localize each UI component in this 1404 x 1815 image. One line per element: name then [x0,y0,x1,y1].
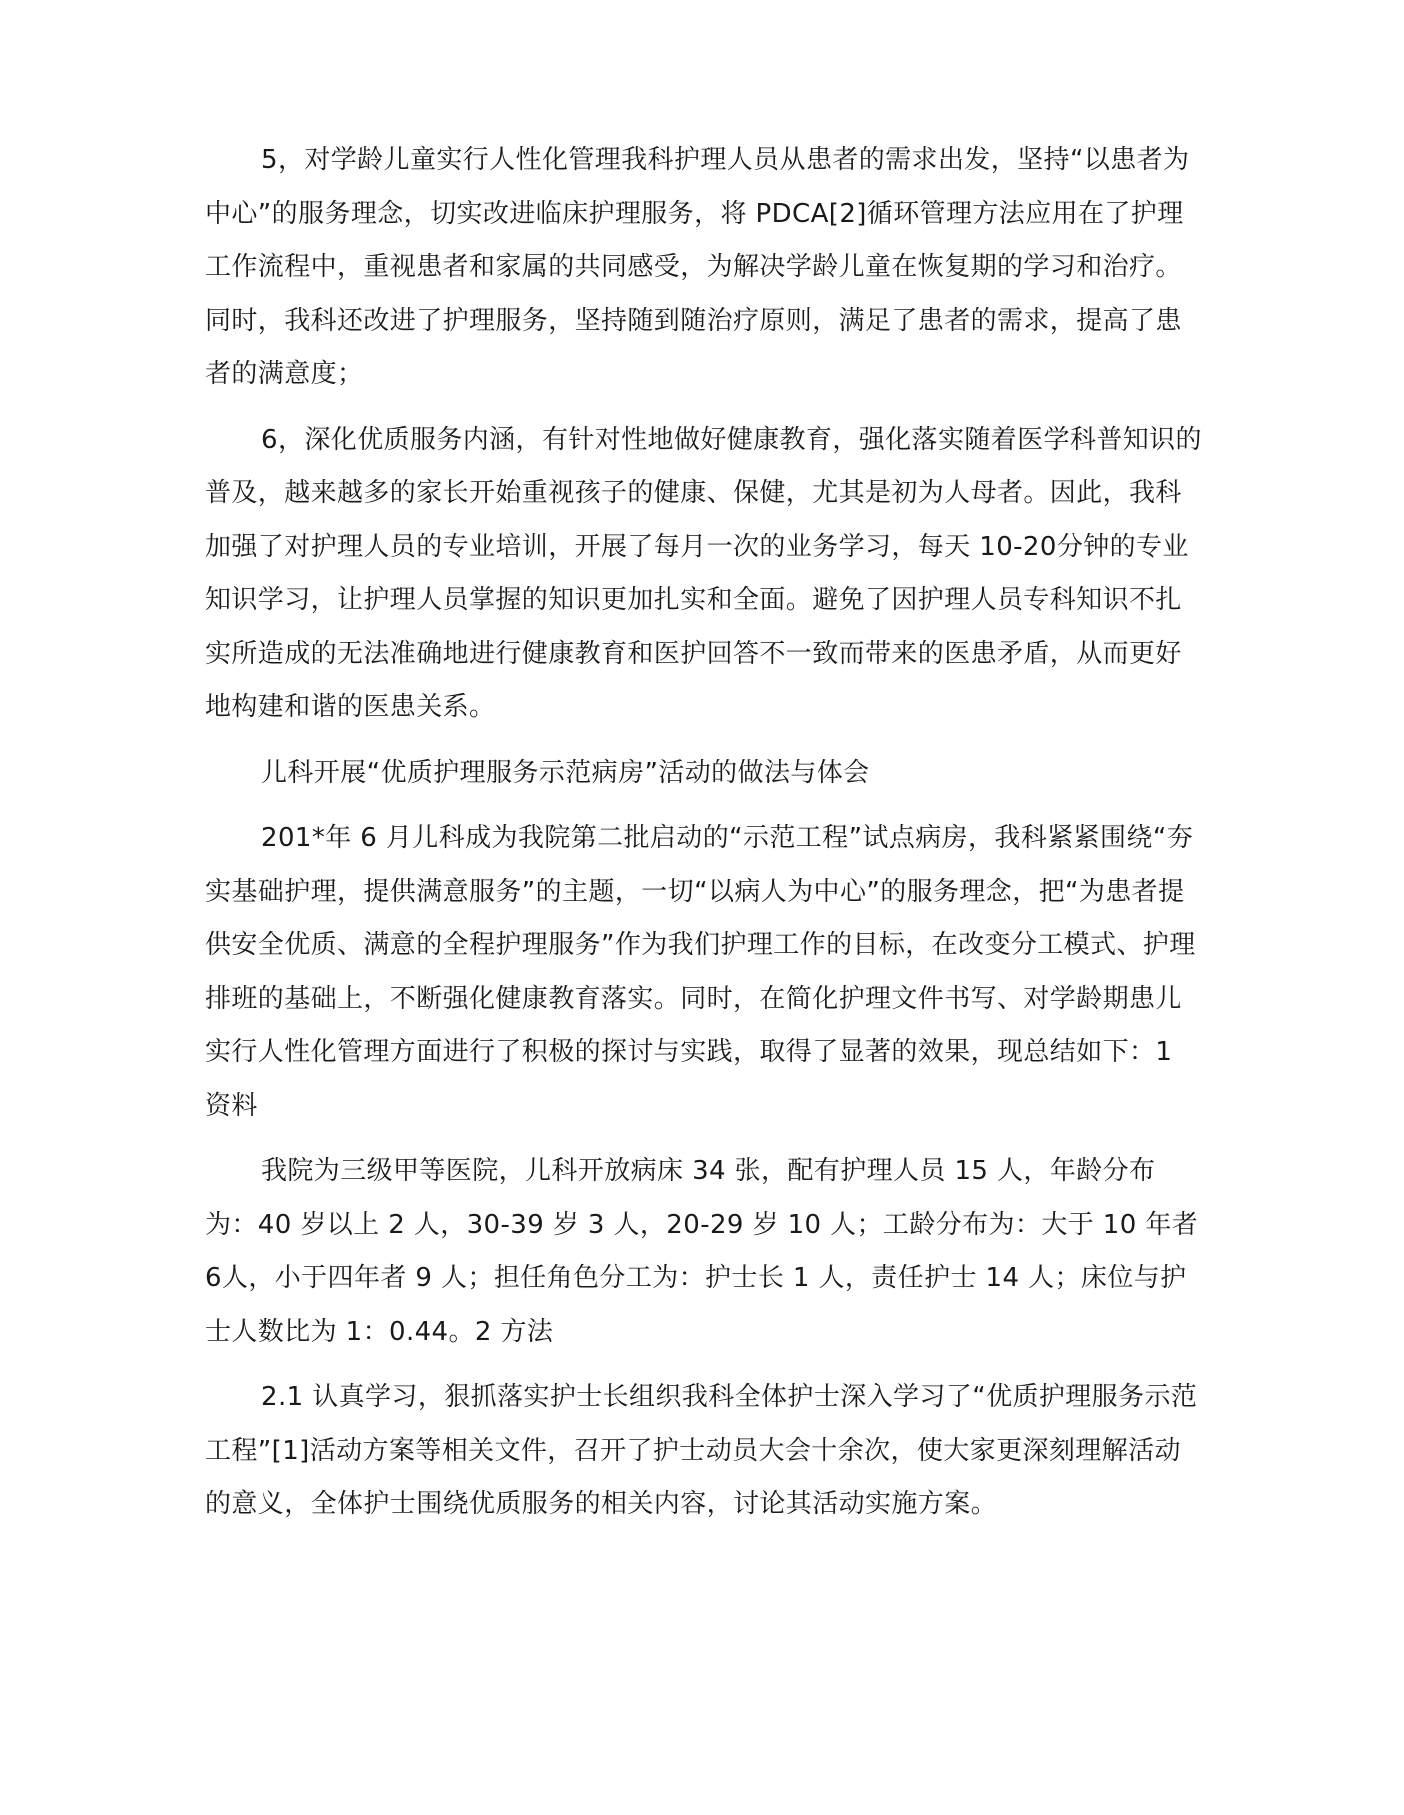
paragraph-item-5: 5，对学龄儿童实行人性化管理我科护理人员从患者的需求出发，坚持“以患者为中心”的服务理念，切实改进临床护理服务，将 PDCA[2]循环管理方法应用在了护理工作流程中，重视患者和家属的共同感受，为解决学龄儿童在恢复期的学习和治疗。同时，我科还改进了护理服务，坚持随到随治疗原则，满足了患者的需求，提高了患者的满意度； [205,145,1190,389]
paragraph-intro: 201*年 6 月儿科成为我院第二批启动的“示范工程”试点病房，我科紧紧围绕“夯实基础护理，提供满意服务”的主题，一切“以病人为中心”的服务理念，把“为患者提供安全优质、满意的全程护理服务”作为我们护理工作的目标，在改变分工模式、护理排班的基础上，不断强化健康教育落实。同时，在简化护理文件书写、对学龄期患儿实行人性化管理方面进行了积极的探讨与实践，取得了显著的效果，现总结如下：1 资料 [205,823,1196,1121]
article-title: 儿科开展“优质护理服务示范病房”活动的做法与体会 [261,757,870,788]
paragraph-method-2-1: 2.1 认真学习，狠抓落实护士长组织我科全体护士深入学习了“优质护理服务示范工程”[1]活动方案等相关文件，召开了护士动员大会十余次，使大家更深刻理解活动的意义，全体护士围绕优质服务的相关内容，讨论其活动实施方案。 [205,1382,1198,1519]
paragraph-materials: 我院为三级甲等医院，儿科开放病床 34 张，配有护理人员 15 人，年龄分布为：40 岁以上 2 人，30-39 岁 3 人，20-29 岁 10 人；工龄分布为：大于 10 年者 6人，小于四年者 9 人；担任角色分工为：护士长 1 人，责任护士 14 人；床位与护士人数比为 1：0.44。2 方法 [205,1156,1199,1347]
document-body [205,134,1205,1544]
paragraph-item-6: 6，深化优质服务内涵，有针对性地做好健康教育，强化落实随着医学科普知识的普及，越来越多的家长开始重视孩子的健康、保健，尤其是初为人母者。因此，我科加强了对护理人员的专业培训，开展了每月一次的业务学习，每天 10-20分钟的专业知识学习，让护理人员掌握的知识更加扎实和全面。避免了因护理人员专科知识不扎实所造成的无法准确地进行健康教育和医护回答不一致而带来的医患矛盾，从而更好地构建和谐的医患关系。 [205,424,1202,722]
